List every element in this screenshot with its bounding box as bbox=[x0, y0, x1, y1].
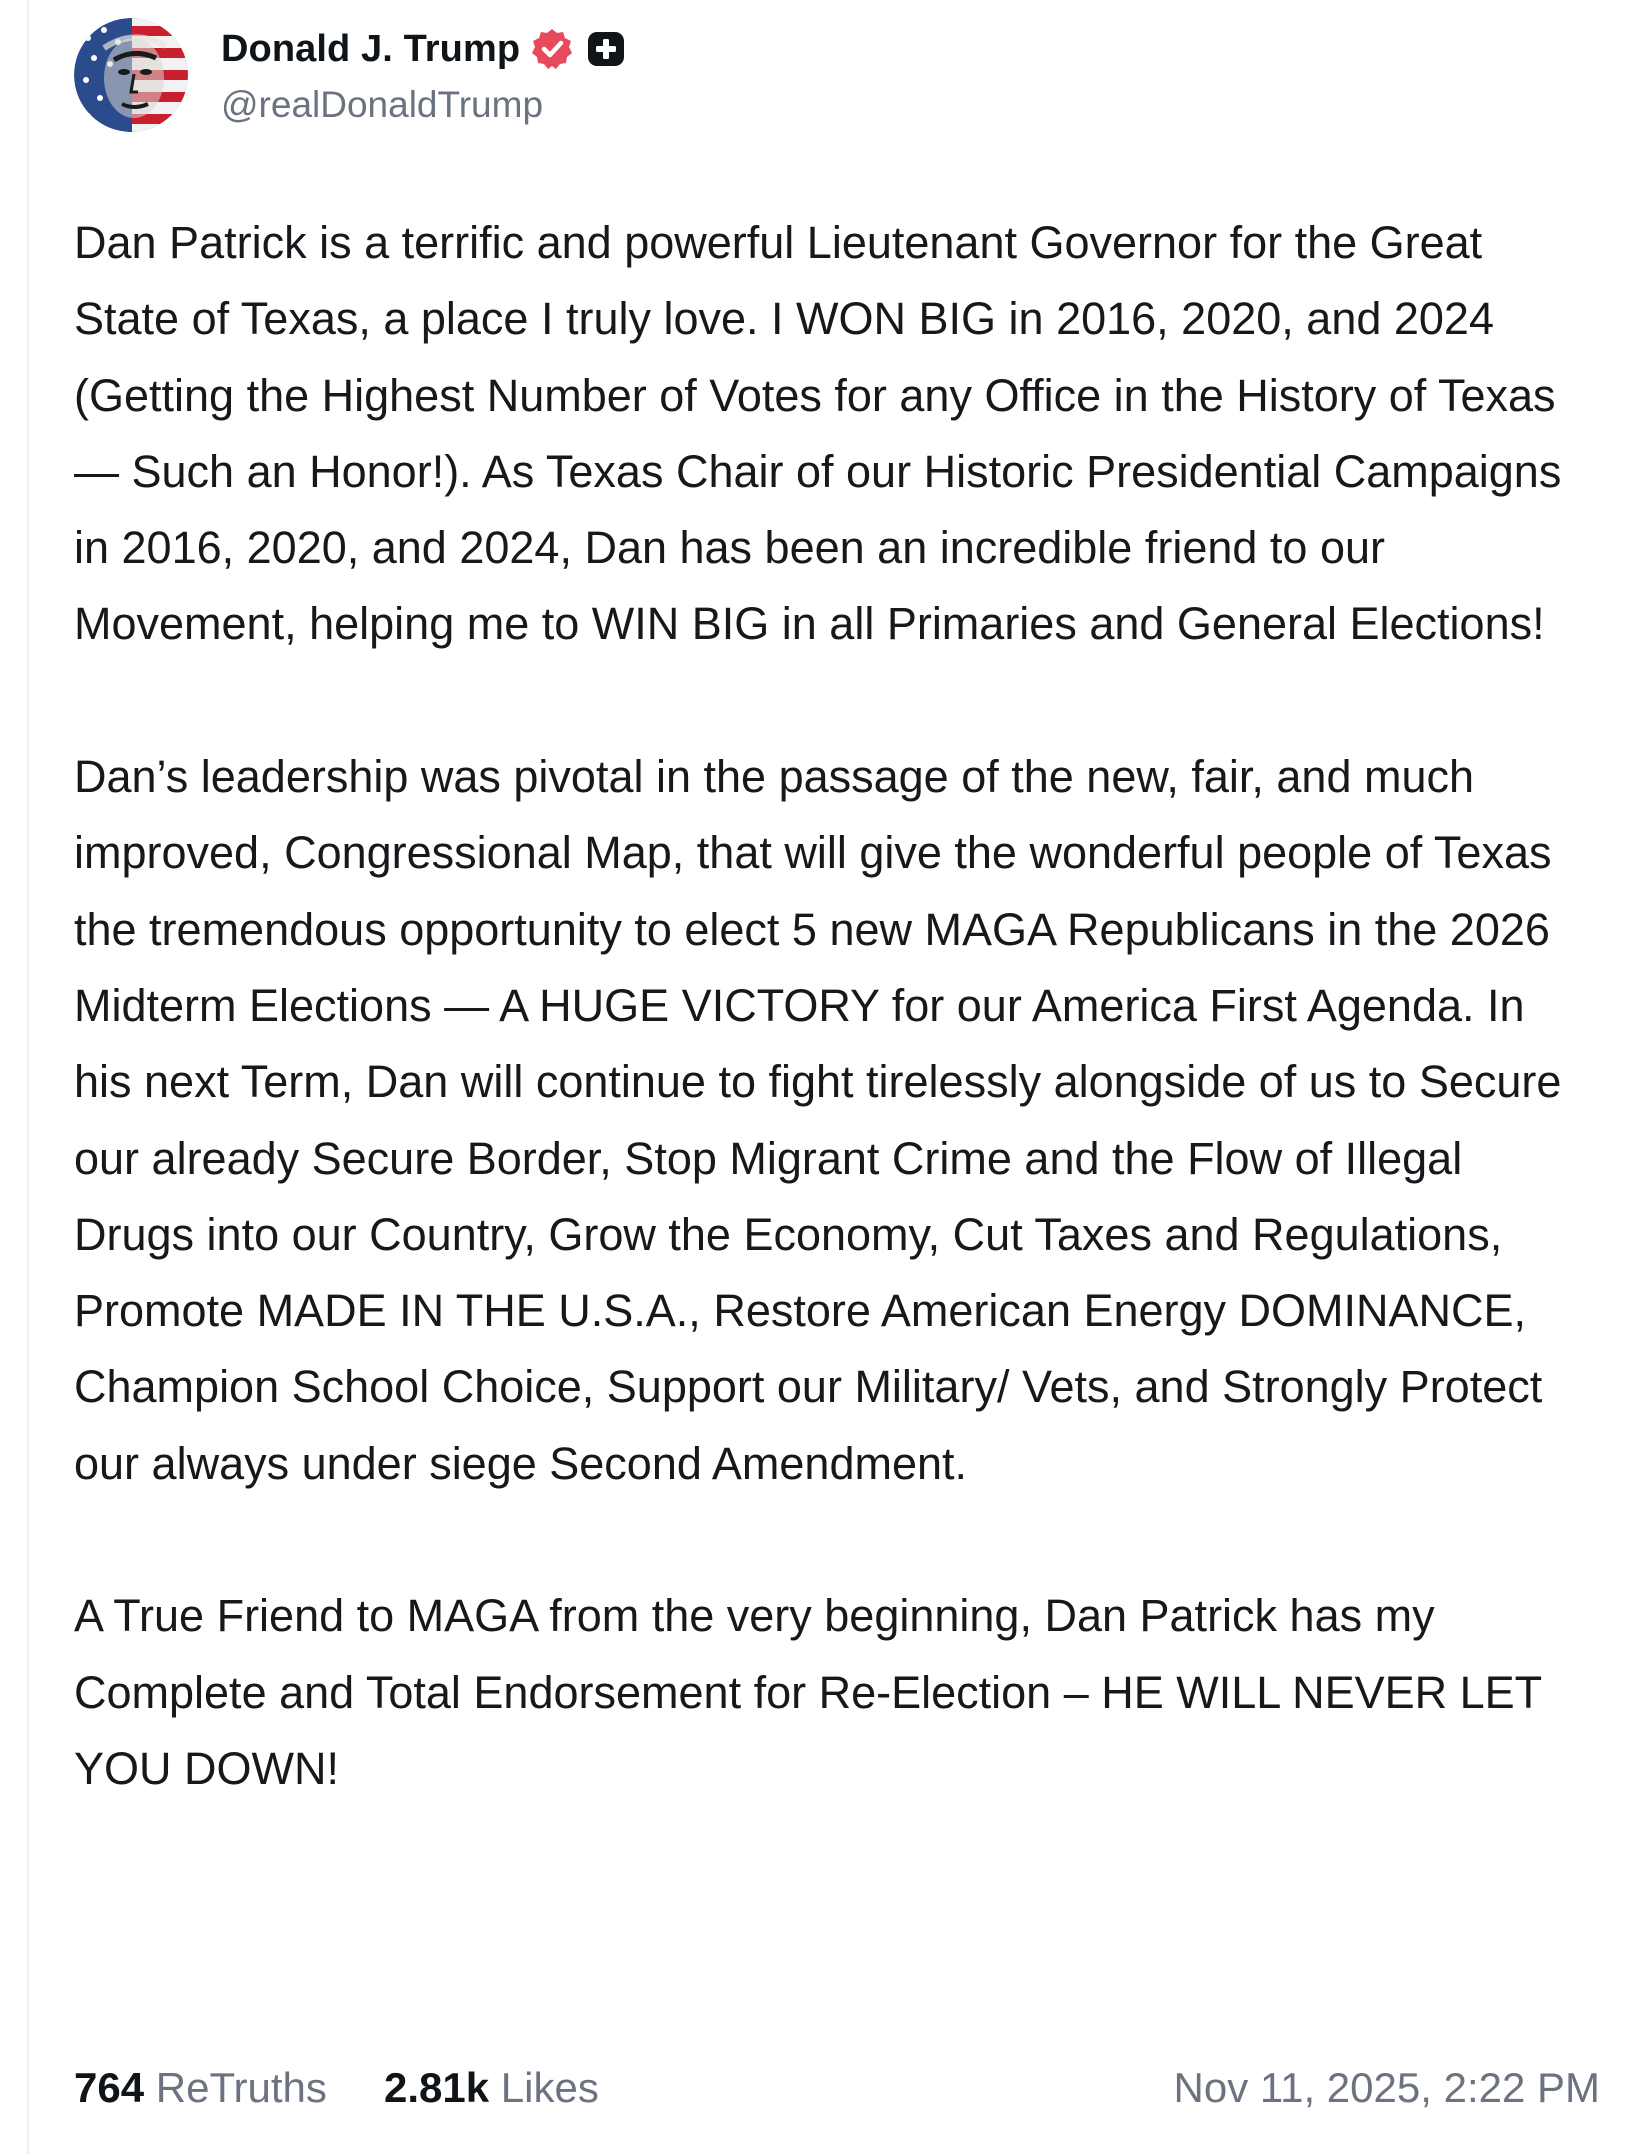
author-name-row bbox=[221, 24, 628, 74]
post-timestamp[interactable]: Nov 11, 2025, 2:22 PM bbox=[1173, 2064, 1600, 2111]
retruths-stat[interactable] bbox=[74, 2060, 327, 2116]
post-footer bbox=[74, 2060, 1600, 2120]
likes-label: Likes bbox=[500, 2064, 599, 2111]
author-handle[interactable]: @realDonaldTrump bbox=[221, 84, 544, 125]
author-display-name[interactable]: Donald J. Trump bbox=[221, 27, 521, 70]
avatar-image bbox=[74, 18, 188, 132]
truth-plus-icon bbox=[584, 27, 628, 71]
post-paragraph-3: A True Friend to MAGA from the very beginning, Dan Patrick has my Complete and Total Endorsement for Re-Election – HE WILL NEVER LET YOU DOWN! bbox=[74, 1590, 1542, 1794]
retruths-label: ReTruths bbox=[155, 2064, 327, 2111]
likes-count: 2.81k bbox=[384, 2064, 490, 2111]
verified-badge-icon bbox=[530, 27, 574, 71]
likes-stat[interactable] bbox=[384, 2060, 599, 2116]
post-paragraph-2: Dan’s leadership was pivotal in the passage of the new, fair, and much improved, Congressional Map, that will give the wonderful people of Texas the tremendous opportunity to elect 5 new MAGA Republicans in the 2026 Midterm Elections — A HUGE VICTORY for our America First Agenda. In his next Term, Dan will continue to fight tirelessly alongside of us to Secure our already Secure Border, Stop Migrant Crime and the Flow of Illegal Drugs into our Country, Grow the Economy, Cut Taxes and Regulations, Promote MADE IN THE U.S.A., Restore American Energy DOMINANCE, Champion School Choice, Support our Military/ Vets, and Strongly Protect our always under siege Second Amendment. bbox=[74, 751, 1562, 1489]
retruths-count: 764 bbox=[74, 2064, 145, 2111]
post-body bbox=[74, 205, 1594, 1807]
post-paragraph-1: Dan Patrick is a terrific and powerful Lieutenant Governor for the Great State of Texas, a place I truly love. I WON BIG in 2016, 2020, and 2024 (Getting the Highest Number of Votes for any Office in the History of Texas — Such an Honor!). As Texas Chair of our Historic Presidential Campaigns in 2016, 2020, and 2024, Dan has been an incredible friend to our Movement, helping me to WIN BIG in all Primaries and General Elections! bbox=[74, 217, 1562, 650]
avatar[interactable] bbox=[74, 18, 188, 132]
post-header bbox=[74, 18, 974, 138]
post-card bbox=[74, 0, 1600, 2154]
feed-left-border bbox=[27, 0, 29, 2154]
